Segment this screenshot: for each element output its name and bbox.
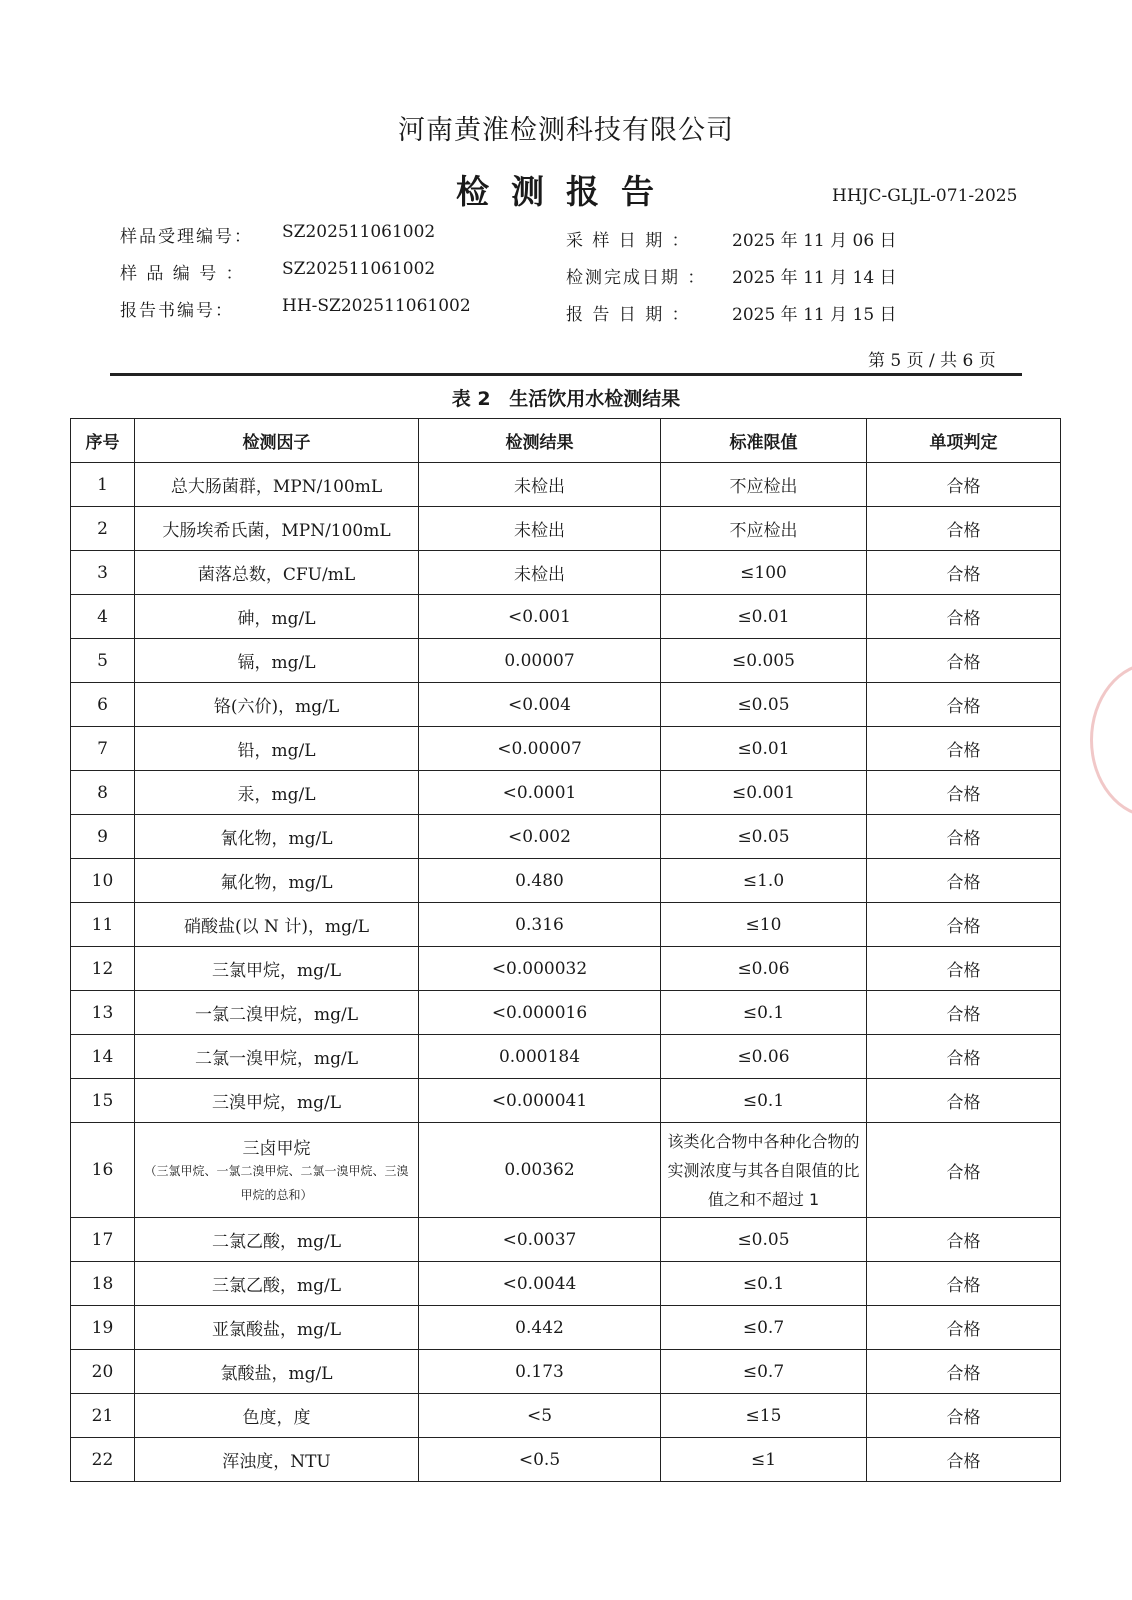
cell-no-text: 11 bbox=[91, 914, 114, 935]
cell-limit-text: ≤100 bbox=[740, 562, 787, 583]
cell-verdict-text: 合格 bbox=[946, 1232, 981, 1252]
cell-no bbox=[71, 507, 135, 551]
cell-result bbox=[419, 507, 661, 551]
cell-limit-text: ≤1 bbox=[750, 1449, 777, 1470]
cell-result bbox=[419, 903, 661, 947]
cell-limit bbox=[661, 727, 867, 771]
cell-limit-text: ≤0.1 bbox=[742, 1090, 785, 1111]
table-row bbox=[71, 551, 1061, 595]
table-row bbox=[71, 815, 1061, 859]
cell-verdict-text: 合格 bbox=[946, 961, 981, 981]
cell-no-text: 2 bbox=[97, 518, 108, 539]
cell-verdict bbox=[867, 507, 1061, 551]
cell-limit bbox=[661, 595, 867, 639]
cell-factor bbox=[135, 1218, 419, 1262]
meta-value: 2025 年 11 月 15 日 bbox=[732, 305, 897, 325]
meta-completion-date bbox=[566, 263, 897, 288]
cell-factor-text: 氰化物，mg/L bbox=[220, 829, 333, 849]
cell-no bbox=[71, 1123, 135, 1218]
table-row bbox=[71, 727, 1061, 771]
cell-factor bbox=[135, 815, 419, 859]
cell-verdict bbox=[867, 639, 1061, 683]
meta-label: 采 样 日 期 ： bbox=[566, 231, 691, 251]
cell-no-text: 14 bbox=[91, 1046, 114, 1067]
cell-limit-text: ≤0.7 bbox=[742, 1361, 785, 1382]
table-caption-text: 生活饮用水检测结果 bbox=[509, 388, 681, 410]
cell-limit bbox=[661, 639, 867, 683]
company-name: 河南黄淮检测科技有限公司 bbox=[398, 115, 734, 146]
table-row bbox=[71, 1306, 1061, 1350]
cell-factor bbox=[135, 903, 419, 947]
table-caption bbox=[0, 384, 1132, 411]
cell-verdict-text: 合格 bbox=[946, 609, 981, 629]
cell-limit-text: ≤1.0 bbox=[742, 870, 785, 891]
table-row bbox=[71, 639, 1061, 683]
cell-no bbox=[71, 683, 135, 727]
cell-result-text: 0.480 bbox=[515, 870, 564, 891]
meta-sample-acceptance-no bbox=[120, 222, 436, 247]
cell-factor-text: 铅，mg/L bbox=[237, 741, 316, 761]
meta-sampling-date bbox=[566, 226, 897, 251]
cell-verdict-text: 合格 bbox=[946, 521, 981, 541]
cell-result-text: <0.000016 bbox=[491, 1002, 588, 1023]
cell-result-text: <0.0044 bbox=[502, 1273, 577, 1294]
cell-no-text: 22 bbox=[91, 1449, 114, 1470]
cell-no-text: 4 bbox=[97, 606, 108, 627]
cell-no-text: 1 bbox=[97, 474, 108, 495]
cell-verdict bbox=[867, 683, 1061, 727]
cell-limit bbox=[661, 1035, 867, 1079]
cell-result bbox=[419, 815, 661, 859]
cell-limit-text: ≤0.1 bbox=[742, 1002, 785, 1023]
cell-limit bbox=[661, 507, 867, 551]
cell-result bbox=[419, 991, 661, 1035]
cell-limit bbox=[661, 991, 867, 1035]
cell-verdict bbox=[867, 947, 1061, 991]
cell-verdict bbox=[867, 1218, 1061, 1262]
cell-limit bbox=[661, 1350, 867, 1394]
cell-limit bbox=[661, 1218, 867, 1262]
cell-factor bbox=[135, 991, 419, 1035]
cell-factor-main: 三卤甲烷 bbox=[242, 1138, 311, 1159]
cell-verdict-text: 合格 bbox=[946, 741, 981, 761]
table-row bbox=[71, 859, 1061, 903]
cell-result bbox=[419, 771, 661, 815]
cell-result-text: <0.000032 bbox=[491, 958, 588, 979]
cell-verdict-text: 合格 bbox=[946, 1408, 981, 1428]
cell-no bbox=[71, 903, 135, 947]
cell-verdict bbox=[867, 1035, 1061, 1079]
table-row bbox=[71, 463, 1061, 507]
table-row bbox=[71, 1438, 1061, 1482]
cell-factor-text: 铬(六价)，mg/L bbox=[213, 697, 340, 717]
table-row bbox=[71, 903, 1061, 947]
cell-no-text: 18 bbox=[91, 1273, 114, 1294]
cell-limit bbox=[661, 1306, 867, 1350]
cell-verdict-text: 合格 bbox=[946, 1005, 981, 1025]
cell-factor bbox=[135, 1350, 419, 1394]
table-row bbox=[71, 1123, 1061, 1218]
cell-limit-text: ≤0.05 bbox=[737, 694, 790, 715]
cell-result-text: 0.316 bbox=[515, 914, 564, 935]
cell-factor-text: 三氯甲烷，mg/L bbox=[211, 961, 342, 981]
cell-verdict bbox=[867, 551, 1061, 595]
cell-result-text: <0.00007 bbox=[497, 738, 582, 759]
cell-verdict-text: 合格 bbox=[946, 1093, 981, 1113]
cell-verdict bbox=[867, 1306, 1061, 1350]
meta-value: HH-SZ202511061002 bbox=[282, 296, 471, 316]
cell-factor bbox=[135, 1306, 419, 1350]
cell-result bbox=[419, 1079, 661, 1123]
table-row bbox=[71, 991, 1061, 1035]
cell-result bbox=[419, 1394, 661, 1438]
page-indicator: 第 5 页 / 共 6 页 bbox=[868, 351, 996, 371]
cell-result-text: 0.173 bbox=[515, 1361, 564, 1382]
column-header: 检测因子 bbox=[135, 419, 419, 463]
cell-limit-text: 该类化合物中各种化合物的实测浓度与其各自限值的比值之和不超过 1 bbox=[667, 1131, 860, 1209]
cell-limit bbox=[661, 1438, 867, 1482]
cell-limit bbox=[661, 1394, 867, 1438]
cell-verdict bbox=[867, 1123, 1061, 1218]
cell-result bbox=[419, 463, 661, 507]
cell-result bbox=[419, 1306, 661, 1350]
meta-label: 报 告 日 期 ： bbox=[566, 305, 691, 325]
table-row bbox=[71, 947, 1061, 991]
cell-factor-text: 菌落总数，CFU/mL bbox=[197, 565, 356, 585]
cell-verdict bbox=[867, 903, 1061, 947]
cell-factor bbox=[135, 1262, 419, 1306]
cell-no bbox=[71, 1350, 135, 1394]
cell-verdict-text: 合格 bbox=[946, 873, 981, 893]
cell-no-text: 10 bbox=[91, 870, 114, 891]
cell-verdict-text: 合格 bbox=[946, 785, 981, 805]
cell-result-text: 未检出 bbox=[514, 477, 565, 497]
cell-no-text: 9 bbox=[97, 826, 108, 847]
cell-factor bbox=[135, 771, 419, 815]
cell-no bbox=[71, 859, 135, 903]
table-row bbox=[71, 1079, 1061, 1123]
cell-no bbox=[71, 1079, 135, 1123]
cell-result bbox=[419, 727, 661, 771]
cell-no-text: 3 bbox=[97, 562, 108, 583]
cell-result bbox=[419, 1262, 661, 1306]
cell-factor bbox=[135, 859, 419, 903]
cell-no bbox=[71, 1218, 135, 1262]
meta-label: 检测完成日期 ： bbox=[566, 268, 707, 288]
cell-result-text: 未检出 bbox=[514, 521, 565, 541]
cell-factor-text: 总大肠菌群，MPN/100mL bbox=[170, 477, 383, 497]
cell-result bbox=[419, 947, 661, 991]
cell-factor bbox=[135, 727, 419, 771]
meta-sample-no bbox=[120, 259, 436, 284]
cell-result-text: <0.000041 bbox=[491, 1090, 588, 1111]
cell-result bbox=[419, 551, 661, 595]
cell-limit-text: ≤0.01 bbox=[737, 606, 790, 627]
table-body bbox=[71, 463, 1061, 1482]
cell-factor-text: 氯酸盐，mg/L bbox=[220, 1364, 333, 1384]
column-header: 单项判定 bbox=[867, 419, 1061, 463]
cell-no bbox=[71, 991, 135, 1035]
red-seal-stamp bbox=[1090, 662, 1132, 818]
cell-factor-text: 镉，mg/L bbox=[237, 653, 316, 673]
cell-limit-text: ≤0.1 bbox=[742, 1273, 785, 1294]
cell-verdict-text: 合格 bbox=[946, 1364, 981, 1384]
meta-value: 2025 年 11 月 14 日 bbox=[732, 268, 897, 288]
cell-verdict-text: 合格 bbox=[946, 1162, 981, 1183]
cell-factor bbox=[135, 947, 419, 991]
cell-factor-text: 色度，度 bbox=[242, 1408, 311, 1428]
table-caption-number: 表 2 bbox=[451, 388, 491, 410]
cell-factor-text: 二氯一溴甲烷，mg/L bbox=[194, 1049, 359, 1069]
cell-no bbox=[71, 727, 135, 771]
cell-result bbox=[419, 1350, 661, 1394]
cell-result bbox=[419, 859, 661, 903]
table-row bbox=[71, 507, 1061, 551]
cell-factor-text: 汞，mg/L bbox=[237, 785, 316, 805]
cell-factor bbox=[135, 595, 419, 639]
cell-verdict-text: 合格 bbox=[946, 697, 981, 717]
cell-limit bbox=[661, 683, 867, 727]
table-header-row bbox=[71, 419, 1061, 463]
cell-no-text: 5 bbox=[97, 650, 108, 671]
cell-verdict-text: 合格 bbox=[946, 1320, 981, 1340]
cell-result-text: <0.001 bbox=[508, 606, 571, 627]
cell-factor-text: 一氯二溴甲烷，mg/L bbox=[194, 1005, 359, 1025]
cell-factor bbox=[135, 1438, 419, 1482]
cell-result-text: <0.0037 bbox=[502, 1229, 577, 1250]
table-row bbox=[71, 1350, 1061, 1394]
cell-limit-text: 不应检出 bbox=[729, 521, 798, 541]
cell-limit-text: ≤0.01 bbox=[737, 738, 790, 759]
meta-report-no bbox=[120, 296, 471, 321]
cell-result-text: 0.00007 bbox=[504, 650, 575, 671]
column-header: 标准限值 bbox=[661, 419, 867, 463]
cell-factor bbox=[135, 1123, 419, 1218]
cell-factor bbox=[135, 1394, 419, 1438]
cell-verdict bbox=[867, 771, 1061, 815]
cell-verdict bbox=[867, 859, 1061, 903]
cell-factor bbox=[135, 463, 419, 507]
report-title: 检测报告 bbox=[456, 172, 676, 211]
cell-limit-text: ≤10 bbox=[745, 914, 782, 935]
cell-no-text: 15 bbox=[91, 1090, 114, 1111]
cell-result-text: 0.442 bbox=[515, 1317, 564, 1338]
cell-factor-text: 二氯乙酸，mg/L bbox=[211, 1232, 342, 1252]
cell-verdict-text: 合格 bbox=[946, 1276, 981, 1296]
table-row bbox=[71, 1262, 1061, 1306]
cell-verdict bbox=[867, 1394, 1061, 1438]
table-row bbox=[71, 1218, 1061, 1262]
cell-limit-text: ≤0.06 bbox=[737, 1046, 790, 1067]
cell-result bbox=[419, 1438, 661, 1482]
cell-factor-text: 硝酸盐(以 N 计)，mg/L bbox=[184, 917, 369, 937]
cell-limit bbox=[661, 1079, 867, 1123]
cell-result bbox=[419, 683, 661, 727]
table-row bbox=[71, 771, 1061, 815]
cell-no bbox=[71, 1262, 135, 1306]
cell-limit bbox=[661, 551, 867, 595]
cell-verdict bbox=[867, 463, 1061, 507]
cell-limit bbox=[661, 771, 867, 815]
cell-result-text: 0.000184 bbox=[498, 1046, 581, 1067]
cell-verdict bbox=[867, 595, 1061, 639]
cell-result bbox=[419, 1123, 661, 1218]
cell-no-text: 19 bbox=[91, 1317, 114, 1338]
cell-no-text: 16 bbox=[91, 1160, 114, 1180]
cell-factor bbox=[135, 639, 419, 683]
cell-limit bbox=[661, 463, 867, 507]
cell-factor-note: （三氯甲烷、一氯二溴甲烷、二氯一溴甲烷、三溴甲烷的总和） bbox=[144, 1163, 409, 1202]
cell-result-text: 未检出 bbox=[514, 565, 565, 585]
cell-no-text: 17 bbox=[91, 1229, 114, 1250]
cell-no bbox=[71, 1438, 135, 1482]
cell-verdict-text: 合格 bbox=[946, 829, 981, 849]
cell-verdict bbox=[867, 727, 1061, 771]
cell-factor-text: 砷，mg/L bbox=[237, 609, 316, 629]
table-row bbox=[71, 683, 1061, 727]
cell-no bbox=[71, 1035, 135, 1079]
cell-verdict-text: 合格 bbox=[946, 917, 981, 937]
cell-factor-text: 氟化物，mg/L bbox=[220, 873, 333, 893]
cell-limit-text: 不应检出 bbox=[729, 477, 798, 497]
cell-limit bbox=[661, 903, 867, 947]
cell-no bbox=[71, 815, 135, 859]
cell-no bbox=[71, 595, 135, 639]
cell-factor-text: 大肠埃希氏菌，MPN/100mL bbox=[162, 521, 391, 541]
cell-factor bbox=[135, 507, 419, 551]
cell-no-text: 12 bbox=[91, 958, 114, 979]
cell-factor bbox=[135, 683, 419, 727]
cell-no bbox=[71, 947, 135, 991]
cell-no-text: 7 bbox=[97, 738, 108, 759]
cell-no-text: 20 bbox=[91, 1361, 114, 1382]
cell-limit-text: ≤0.05 bbox=[737, 826, 790, 847]
cell-no bbox=[71, 463, 135, 507]
cell-result-text: 0.00362 bbox=[504, 1160, 575, 1180]
cell-factor-text: 三氯乙酸，mg/L bbox=[211, 1276, 342, 1296]
cell-limit-text: ≤0.005 bbox=[732, 650, 795, 671]
cell-result bbox=[419, 1218, 661, 1262]
meta-value: 2025 年 11 月 06 日 bbox=[732, 231, 897, 251]
table-row bbox=[71, 1035, 1061, 1079]
cell-verdict-text: 合格 bbox=[946, 1452, 981, 1472]
cell-limit bbox=[661, 815, 867, 859]
cell-verdict bbox=[867, 991, 1061, 1035]
cell-limit-text: ≤0.7 bbox=[742, 1317, 785, 1338]
cell-result-text: <0.002 bbox=[508, 826, 571, 847]
cell-factor-text: 三溴甲烷，mg/L bbox=[211, 1093, 342, 1113]
meta-label: 报告书编号： bbox=[120, 301, 234, 321]
cell-limit-text: ≤0.06 bbox=[737, 958, 790, 979]
document-number: HHJC-GLJL-071-2025 bbox=[832, 186, 1018, 206]
cell-limit bbox=[661, 1123, 867, 1218]
cell-limit-text: ≤0.001 bbox=[732, 782, 795, 803]
meta-report-date bbox=[566, 300, 897, 325]
cell-verdict-text: 合格 bbox=[946, 653, 981, 673]
cell-no bbox=[71, 1306, 135, 1350]
meta-label: 样 品 编 号 ： bbox=[120, 264, 245, 284]
cell-no-text: 6 bbox=[97, 694, 108, 715]
cell-result bbox=[419, 639, 661, 683]
cell-no bbox=[71, 551, 135, 595]
cell-verdict-text: 合格 bbox=[946, 565, 981, 585]
cell-verdict bbox=[867, 1079, 1061, 1123]
cell-result-text: <0.004 bbox=[508, 694, 571, 715]
cell-verdict bbox=[867, 1262, 1061, 1306]
cell-limit bbox=[661, 859, 867, 903]
cell-limit bbox=[661, 947, 867, 991]
table-row bbox=[71, 595, 1061, 639]
cell-no-text: 21 bbox=[91, 1405, 114, 1426]
cell-no bbox=[71, 639, 135, 683]
cell-factor bbox=[135, 1079, 419, 1123]
cell-result bbox=[419, 595, 661, 639]
results-table bbox=[70, 418, 1061, 1482]
cell-limit-text: ≤0.05 bbox=[737, 1229, 790, 1250]
header-divider bbox=[110, 373, 1022, 376]
cell-no-text: 8 bbox=[97, 782, 108, 803]
cell-result-text: <0.5 bbox=[518, 1449, 561, 1470]
cell-factor-text: 浑浊度，NTU bbox=[222, 1452, 331, 1472]
cell-result bbox=[419, 1035, 661, 1079]
cell-verdict-text: 合格 bbox=[946, 1049, 981, 1069]
meta-value: SZ202511061002 bbox=[282, 259, 436, 279]
column-header: 检测结果 bbox=[419, 419, 661, 463]
cell-factor-text: 亚氯酸盐，mg/L bbox=[211, 1320, 342, 1340]
cell-verdict bbox=[867, 815, 1061, 859]
cell-factor bbox=[135, 551, 419, 595]
cell-result-text: <5 bbox=[526, 1405, 553, 1426]
table-row bbox=[71, 1394, 1061, 1438]
cell-limit-text: ≤15 bbox=[745, 1405, 782, 1426]
cell-verdict bbox=[867, 1438, 1061, 1482]
cell-result-text: <0.0001 bbox=[502, 782, 577, 803]
meta-value: SZ202511061002 bbox=[282, 222, 436, 242]
meta-label: 样品受理编号： bbox=[120, 227, 253, 247]
cell-verdict bbox=[867, 1350, 1061, 1394]
cell-verdict-text: 合格 bbox=[946, 477, 981, 497]
cell-factor bbox=[135, 1035, 419, 1079]
cell-limit bbox=[661, 1262, 867, 1306]
cell-no bbox=[71, 771, 135, 815]
column-header: 序号 bbox=[71, 419, 135, 463]
cell-no bbox=[71, 1394, 135, 1438]
cell-no-text: 13 bbox=[91, 1002, 114, 1023]
